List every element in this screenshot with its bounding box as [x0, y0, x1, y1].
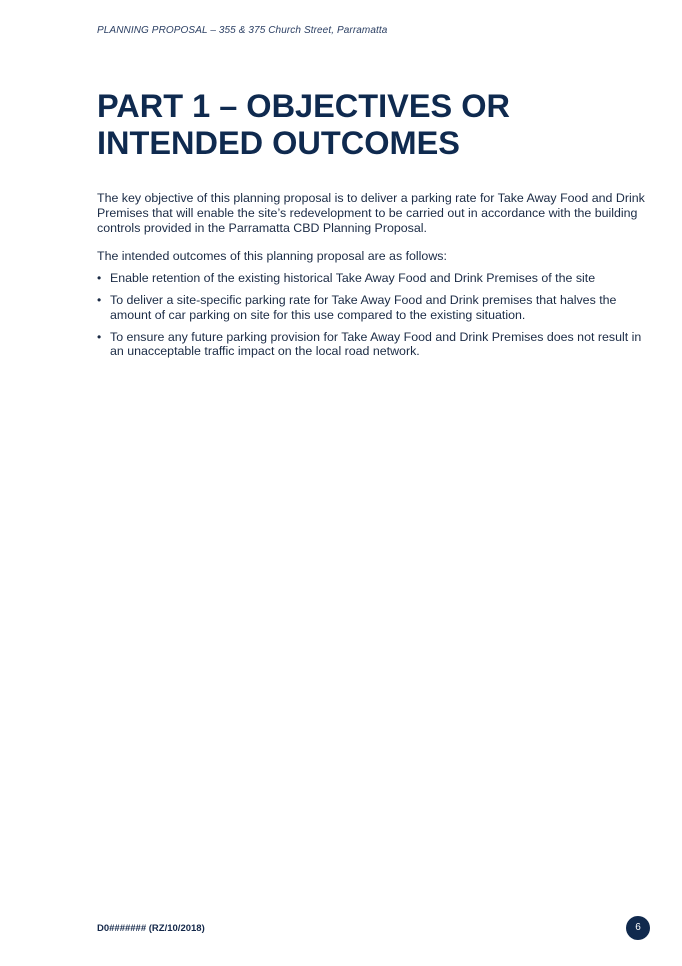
- outcome-list-item: • To ensure any future parking provision for Take Away Food and Drink Premises does not result in an unacceptable traffic impact on the local road network.: [97, 330, 645, 360]
- page-number-badge: 6: [626, 916, 650, 940]
- running-header: PLANNING PROPOSAL – 355 & 375 Church Street, Parramatta: [97, 25, 388, 36]
- outcomes-list: [97, 271, 645, 359]
- outcome-list-item: • Enable retention of the existing historical Take Away Food and Drink Premises of the site: [97, 271, 645, 286]
- page-title: [97, 88, 617, 162]
- outcome-list-item: • To deliver a site-specific parking rate for Take Away Food and Drink premises that halves the amount of car parking on site for this use compared to the existing situation.: [97, 293, 645, 323]
- intro-paragraph: The key objective of this planning proposal is to deliver a parking rate for Take Away Food and Drink Premises that will enable the site’s redevelopment to be carried out in accordance with the building controls provided in the Parramatta CBD Planning Proposal.: [97, 191, 645, 235]
- page-title-line-1: PART 1 – OBJECTIVES OR: [97, 88, 510, 124]
- body-content: [97, 191, 645, 366]
- outcomes-lead-paragraph: The intended outcomes of this planning proposal are as follows:: [97, 249, 447, 264]
- page-title-line-2: INTENDED OUTCOMES: [97, 125, 460, 161]
- document-reference: D0####### (RZ/10/2018): [97, 923, 205, 934]
